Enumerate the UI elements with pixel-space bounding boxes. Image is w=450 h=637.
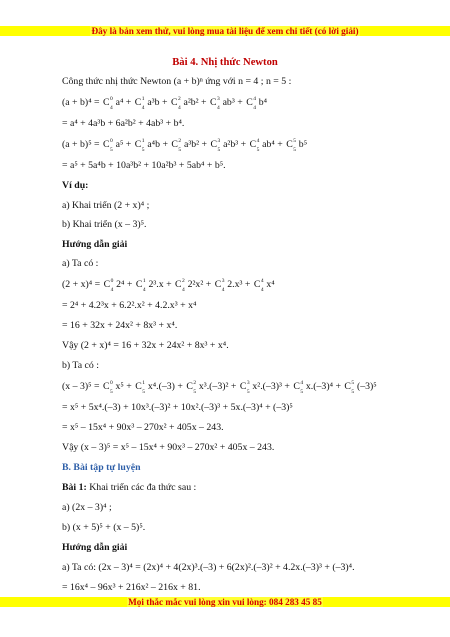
exercise-1-solution-1: a) Ta có: (2x – 3)⁴ = (2x)⁴ + 4(2x)³.(–3) + 6(2x)².(–3)² + 4.2x.(–3)³ + (–3)⁴.	[62, 562, 355, 573]
solution-b-formula	[62, 381, 422, 393]
solution-b-binomial-coefficient: C 5 5	[344, 380, 355, 395]
formula-n5-binomial-coefficient: C 4 5	[249, 138, 260, 153]
formula-n5-term: ab⁴ +	[262, 139, 286, 150]
contact-banner	[0, 597, 450, 607]
exercise-1-b: b) (x + 5)⁵ + (x – 5)⁵.	[62, 522, 146, 533]
exercise-1-text: Khai triển các đa thức sau :	[89, 482, 197, 493]
formula-n4-binomial-coefficient: C 2 4	[170, 96, 181, 111]
solution-b-term: x⁵ +	[115, 381, 135, 392]
solution-b-term: x⁴.(–3) +	[147, 381, 186, 392]
solution-a-term: 2⁴ +	[116, 279, 135, 290]
formula-n4-term: ab³ +	[222, 97, 246, 108]
guide-heading: Hướng dẫn giải	[62, 239, 128, 250]
formula-n4-term: a³b +	[147, 97, 170, 108]
practice-heading: B. Bài tập tự luyện	[62, 462, 141, 473]
solution-a-binomial-coefficient: C 1 4	[135, 278, 146, 293]
formula-n5-term: a²b³ +	[223, 139, 249, 150]
formula-n4-binomial-coefficient: C 3 4	[210, 96, 220, 111]
formula-n4-term: a²b² +	[183, 97, 210, 108]
solution-b-term: x².(–3)³ +	[252, 381, 293, 392]
solution-a-intro: a) Ta có :	[62, 258, 99, 269]
solution-a-line2: = 2⁴ + 4.2³x + 6.2².x² + 4.2.x³ + x⁴	[62, 300, 197, 311]
solution-b-term: x³.(–3)² +	[198, 381, 239, 392]
solution-a-term: 2²x² +	[187, 279, 214, 290]
solution-b-label: (x – 3)⁵ =	[62, 381, 102, 392]
solution-a-formula	[62, 279, 422, 291]
formula-n4-binomial-coefficient: C 1 4	[134, 96, 145, 111]
formula-n4-binomial-coefficient: C 4 4	[246, 96, 256, 111]
solution-a-term: 2³.x +	[148, 279, 175, 290]
formula-n5-term: a⁵ +	[115, 139, 134, 150]
solution-b-binomial-coefficient: C 3 5	[239, 380, 250, 395]
formula-n5-term: a⁴b +	[147, 139, 171, 150]
formula-n4-term: a⁴ +	[115, 97, 134, 108]
solution-b-binomial-coefficient: C 4 5	[293, 380, 304, 395]
formula-n4-binomial-coefficient: C 0 4	[103, 96, 113, 111]
preview-banner	[0, 26, 450, 36]
intro-text: Công thức nhị thức Newton (a + b)ⁿ ứng với n = 4 ; n = 5 :	[62, 76, 292, 87]
formula-n5	[62, 139, 422, 151]
exercise-1-label: Bài 1:	[62, 482, 87, 493]
solution-b-binomial-coefficient: C 0 5	[102, 380, 113, 395]
solution-b-binomial-coefficient: C 2 5	[186, 380, 197, 395]
example-a: a) Khai triển (2 + x)⁴ ;	[62, 200, 150, 211]
solution-a-binomial-coefficient: C 3 4	[214, 278, 225, 293]
solution-b-conclusion: Vậy (x – 3)⁵ = x⁵ – 15x⁴ + 90x³ – 270x² + 405x – 243.	[62, 442, 275, 453]
formula-n5-binomial-coefficient: C 2 5	[171, 138, 182, 153]
example-b: b) Khai triển (x – 3)⁵.	[62, 219, 147, 230]
exercise-1-solution-2: = 16x⁴ – 96x³ + 216x² – 216x + 81.	[62, 582, 201, 593]
exercise-1-a: a) (2x – 3)⁴ ;	[62, 502, 112, 513]
formula-n5-label: (a + b)⁵ =	[62, 139, 103, 150]
formula-n5-binomial-coefficient: C 3 5	[210, 138, 221, 153]
formula-n5-binomial-coefficient: C 5 5	[286, 138, 296, 153]
formula-n5-term: b⁵	[298, 139, 308, 150]
solution-a-term: 2.x³ +	[227, 279, 253, 290]
preview-banner-text: Đây là bản xem thử, vui lòng mua tài liệu để xem chi tiết (có lời giải)	[91, 26, 359, 36]
solution-b-intro: b) Ta có :	[62, 360, 99, 371]
solution-b-line3: = x⁵ – 15x⁴ + 90x³ – 270x² + 405x – 243.	[62, 422, 224, 433]
solution-a-binomial-coefficient: C 4 4	[253, 278, 264, 293]
solution-a-binomial-coefficient: C 0 4	[103, 278, 114, 293]
formula-n5-binomial-coefficient: C 1 5	[134, 138, 145, 153]
guide-heading-2: Hướng dẫn giải	[62, 542, 128, 553]
formula-n5-expanded: = a⁵ + 5a⁴b + 10a³b² + 10a²b³ + 5ab⁴ + b⁵.	[62, 160, 226, 171]
exercise-1	[62, 482, 422, 494]
formula-n4-expanded: = a⁴ + 4a³b + 6a²b² + 4ab³ + b⁴.	[62, 118, 185, 129]
solution-b-term: (–3)⁵	[356, 381, 377, 392]
formula-n4-term: b⁴	[258, 97, 268, 108]
solution-a-line3: = 16 + 32x + 24x² + 8x³ + x⁴.	[62, 320, 178, 331]
formula-n4	[62, 97, 422, 109]
solution-a-conclusion: Vậy (2 + x)⁴ = 16 + 32x + 24x² + 8x³ + x⁴.	[62, 340, 229, 351]
solution-b-term: x.(–3)⁴ +	[305, 381, 344, 392]
solution-b-binomial-coefficient: C 1 5	[135, 380, 146, 395]
formula-n4-label: (a + b)⁴ =	[62, 97, 103, 108]
example-heading: Ví dụ:	[62, 180, 89, 191]
formula-n5-binomial-coefficient: C 0 5	[103, 138, 113, 153]
page-title: Bài 4. Nhị thức Newton	[172, 57, 278, 68]
solution-a-binomial-coefficient: C 2 4	[175, 278, 185, 293]
contact-banner-text: Mọi thắc mắc vui lòng xin vui lòng: 084 283 45 85	[128, 597, 322, 607]
solution-a-term: x⁴	[266, 279, 275, 290]
formula-n5-term: a³b² +	[183, 139, 210, 150]
solution-b-line2: = x⁵ + 5x⁴.(–3) + 10x³.(–3)² + 10x².(–3)³ + 5x.(–3)⁴ + (–3)⁵	[62, 402, 293, 413]
solution-a-label: (2 + x)⁴ =	[62, 279, 103, 290]
